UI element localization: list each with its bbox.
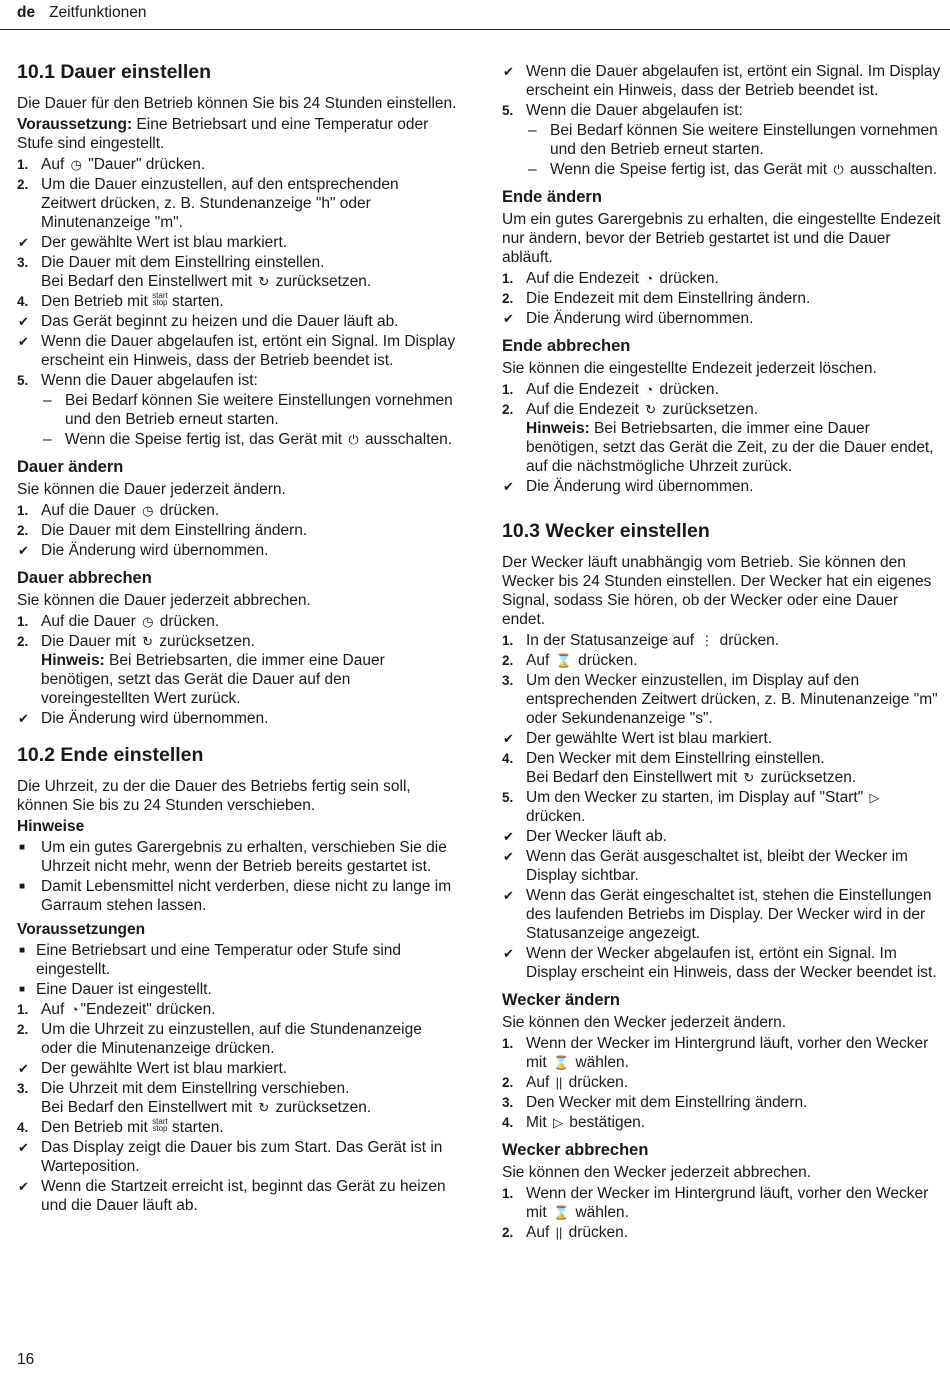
check-icon: ✔ bbox=[503, 946, 514, 961]
result-3: ✔ Wenn das Gerät ausgeschaltet ist, bleibt der Wecker im Display sichtbar. bbox=[503, 848, 908, 884]
section-title-10-2: 10.2 Ende einstellen bbox=[17, 744, 204, 766]
cancel-step-1: 1. Auf die Endezeit ◔ drücken. bbox=[502, 381, 719, 398]
header-rule bbox=[0, 29, 950, 30]
change-step-2: 2. Auf || drücken. bbox=[502, 1074, 629, 1091]
step-5: 5. Wenn die Dauer abgelaufen ist: bbox=[502, 102, 743, 119]
step-3: 3. Die Uhrzeit mit dem Einstellring verschieben. Bei Bedarf den Einstellwert mit ↻ zurücksetzen. bbox=[17, 1080, 372, 1116]
subsection-intro: Sie können den Wecker jederzeit ändern. bbox=[502, 1014, 787, 1031]
sub-item-2: – Wenn die Speise fertig ist, das Gerät mit ⏻ ausschalten. bbox=[43, 431, 453, 448]
play-icon: ▷ bbox=[869, 790, 880, 805]
check-icon: ✔ bbox=[18, 235, 29, 250]
step-1: 1. Auf ◷ "Dauer" drücken. bbox=[17, 156, 206, 173]
subsection-intro: Sie können die Dauer jederzeit ändern. bbox=[17, 481, 286, 498]
hint-2: ■ Damit Lebensmittel nicht verderben, diese nicht zu lange im Garraum stehen lassen. bbox=[19, 878, 452, 914]
sub-item-1: – Bei Bedarf können Sie weitere Einstellungen vornehmen und den Betrieb erneut starten. bbox=[43, 392, 453, 428]
pause-icon: || bbox=[555, 1075, 563, 1090]
menu-dots-icon: ⋮ bbox=[700, 633, 714, 648]
timer-icon: ◷ bbox=[142, 614, 154, 629]
result-1: ✔ Der gewählte Wert ist blau markiert. bbox=[503, 730, 773, 747]
timer-icon: ◷ bbox=[70, 157, 82, 172]
check-icon: ✔ bbox=[18, 1061, 29, 1076]
check-icon: ✔ bbox=[503, 64, 514, 79]
reset-icon: ↻ bbox=[142, 634, 153, 649]
play-icon: ▷ bbox=[552, 1115, 563, 1130]
prerequisite: Voraussetzung: Eine Betriebsart und eine Temperatur oder Stufe sind eingestellt. bbox=[17, 116, 429, 152]
bullet-icon: ■ bbox=[19, 984, 26, 995]
sub-item-2: – Wenn die Speise fertig ist, das Gerät mit ⏻ ausschalten. bbox=[528, 161, 938, 178]
change-step-4: 4. Mit ▷ bestätigen. bbox=[502, 1114, 646, 1131]
pause-icon: || bbox=[555, 1225, 563, 1240]
hint-1: ■ Um ein gutes Garergebnis zu erhalten, verschieben Sie die Uhrzeit nicht mehr, wenn der Betrieb bereits gestartet ist. bbox=[19, 839, 447, 875]
check-icon: ✔ bbox=[18, 314, 29, 329]
bullet-icon: ■ bbox=[19, 881, 26, 892]
prereq-2: ■ Eine Dauer ist eingestellt. bbox=[19, 981, 212, 998]
hourglass-icon: ⌛ bbox=[552, 1205, 570, 1220]
reset-icon: ↻ bbox=[258, 1100, 270, 1115]
end-time-icon: ◔ bbox=[70, 1002, 79, 1017]
bullet-icon: ■ bbox=[19, 842, 26, 853]
result-3: ✔ Wenn die Startzeit erreicht ist, beginnt das Gerät zu heizen und die Dauer läuft ab. bbox=[18, 1178, 446, 1214]
check-icon: ✔ bbox=[503, 849, 514, 864]
cancel-result: ✔ Die Änderung wird übernommen. bbox=[18, 710, 269, 727]
step-5: 5. Um den Wecker zu starten, im Display auf "Start" ▷ drücken. bbox=[502, 789, 880, 825]
timer-icon: ◷ bbox=[142, 503, 154, 518]
step-2: 2. Um die Uhrzeit zu einzustellen, auf die Stundenanzeige oder die Minutenanzeige drücken. bbox=[17, 1021, 422, 1057]
step-4: 4. Den Wecker mit dem Einstellring einstellen. Bei Bedarf den Einstellwert mit ↻ zurücksetzen. bbox=[502, 750, 857, 786]
language-code: de bbox=[17, 4, 36, 21]
intro-text: Die Uhrzeit, zu der die Dauer des Betriebs fertig sein soll, können Sie bis zu 24 Stunden verschieben. bbox=[17, 778, 411, 814]
subsection-title: Ende abbrechen bbox=[502, 337, 631, 355]
reset-icon: ↻ bbox=[258, 274, 270, 289]
check-icon: ✔ bbox=[18, 1179, 29, 1194]
intro-text: Die Dauer für den Betrieb können Sie bis 24 Stunden einstellen. bbox=[17, 95, 457, 112]
step-3: 3. Die Dauer mit dem Einstellring einstellen. Bei Bedarf den Einstellwert mit ↻ zurücksetzen. bbox=[17, 254, 372, 290]
change-result: ✔ Die Änderung wird übernommen. bbox=[503, 310, 754, 327]
power-icon: ⏻ bbox=[833, 162, 844, 177]
end-time-icon: ◔ bbox=[645, 382, 654, 397]
power-icon: ⏻ bbox=[348, 432, 359, 447]
change-result: ✔ Die Änderung wird übernommen. bbox=[18, 542, 269, 559]
step-2: 2. Um die Dauer einzustellen, auf den entsprechenden Zeitwert drücken, z. B. Stundenanzeige "h" oder Minutenanzeige "m". bbox=[17, 176, 399, 231]
cancel-step-1: 1. Wenn der Wecker im Hintergrund läuft, vorher den Wecker mit ⌛ wählen. bbox=[502, 1185, 929, 1221]
cancel-result: ✔ Die Änderung wird übernommen. bbox=[503, 478, 754, 495]
page-number: 16 bbox=[17, 1351, 35, 1368]
prereq-1: ■ Eine Betriebsart und eine Temperatur oder Stufe sind eingestellt. bbox=[19, 942, 402, 978]
subsection-title: Dauer ändern bbox=[17, 458, 124, 476]
cancel-step-2: 2. Die Dauer mit ↻ zurücksetzen. Hinweis: Bei Betriebsarten, die immer eine Dauer benötigen, setzt das Gerät die Dauer auf den voreingestellten Wert zurück. bbox=[17, 633, 385, 707]
check-icon: ✔ bbox=[503, 829, 514, 844]
step-3: 3. Um den Wecker einzustellen, im Display auf den entsprechenden Zeitwert drücken, z. B. Minutenanzeige "m" oder Sekundenanzeige "s". bbox=[502, 672, 938, 727]
result-3: ✔ Wenn die Dauer abgelaufen ist, ertönt ein Signal. Im Display erscheint ein Hinweis, dass der Betrieb beendet ist. bbox=[18, 333, 456, 369]
change-step-2: 2. Die Dauer mit dem Einstellring ändern. bbox=[17, 522, 308, 539]
left-column bbox=[17, 60, 457, 1216]
result-5: ✔ Wenn der Wecker abgelaufen ist, ertönt ein Signal. Im Display erscheint ein Hinweis, dass der Wecker beendet ist. bbox=[503, 945, 937, 981]
change-step-1: 1. Auf die Dauer ◷ drücken. bbox=[17, 502, 220, 519]
step-4: 4. Den Betrieb mit start stop starten. bbox=[17, 291, 224, 310]
check-icon: ✔ bbox=[18, 711, 29, 726]
section-title-10-1: 10.1 Dauer einstellen bbox=[17, 61, 212, 83]
result-1: ✔ Der gewählte Wert ist blau markiert. bbox=[18, 1060, 288, 1077]
change-step-2: 2. Die Endezeit mit dem Einstellring ändern. bbox=[502, 290, 811, 307]
subsection-title: Wecker ändern bbox=[502, 991, 620, 1009]
result-4: ✔ Wenn die Dauer abgelaufen ist, ertönt ein Signal. Im Display erscheint ein Hinweis, dass der Betrieb beendet ist. bbox=[503, 63, 941, 99]
cancel-step-2: 2. Auf die Endezeit ↻ zurücksetzen. Hinweis: Bei Betriebsarten, die immer eine Dauer benötigen, setzt das Gerät die Zeit, zu der die Dauer endet, auf die nächstmögliche Uhrzeit zurück. bbox=[502, 401, 934, 475]
check-icon: ✔ bbox=[503, 311, 514, 326]
start-stop-icon: start stop bbox=[152, 291, 168, 307]
subsection-intro: Sie können die Dauer jederzeit abbrechen. bbox=[17, 592, 311, 609]
result-2: ✔ Das Display zeigt die Dauer bis zum Start. Das Gerät ist in Warteposition. bbox=[18, 1139, 443, 1175]
check-icon: ✔ bbox=[503, 479, 514, 494]
start-stop-icon: start stop bbox=[152, 1117, 168, 1133]
change-step-1: 1. Wenn der Wecker im Hintergrund läuft, vorher den Wecker mit ⌛ wählen. bbox=[502, 1035, 929, 1071]
subsection-title: Wecker abbrechen bbox=[502, 1141, 649, 1159]
step-2: 2. Auf ⌛ drücken. bbox=[502, 652, 638, 669]
check-icon: ✔ bbox=[18, 334, 29, 349]
step-1: 1. In der Statusanzeige auf ⋮ drücken. bbox=[502, 632, 780, 649]
subsection-intro: Sie können den Wecker jederzeit abbrechen. bbox=[502, 1164, 812, 1181]
prereq-title: Voraussetzungen bbox=[17, 921, 146, 938]
result-4: ✔ Wenn das Gerät eingeschaltet ist, stehen die Einstellungen des laufenden Betriebs im Display. Der Wecker wird in der Statusanzeige angezeigt. bbox=[503, 887, 932, 942]
hourglass-icon: ⌛ bbox=[552, 1055, 570, 1070]
result-2: ✔ Das Gerät beginnt zu heizen und die Dauer läuft ab. bbox=[18, 313, 399, 330]
page-header bbox=[17, 3, 146, 22]
reset-icon: ↻ bbox=[645, 402, 657, 417]
end-time-icon: ◔ bbox=[645, 271, 654, 286]
check-icon: ✔ bbox=[18, 543, 29, 558]
subsection-intro: Um ein gutes Garergebnis zu erhalten, die eingestellte Endezeit nur ändern, bevor der Betrieb gestartet ist und die Dauer abläuft. bbox=[502, 211, 941, 266]
sub-item-1: – Bei Bedarf können Sie weitere Einstellungen vornehmen und den Betrieb erneut starten. bbox=[528, 122, 938, 158]
cancel-step-1: 1. Auf die Dauer ◷ drücken. bbox=[17, 613, 220, 630]
check-icon: ✔ bbox=[503, 731, 514, 746]
hints-title: Hinweise bbox=[17, 818, 85, 835]
reset-icon: ↻ bbox=[743, 770, 755, 785]
right-column bbox=[502, 62, 942, 1243]
step-5: 5. Wenn die Dauer abgelaufen ist: bbox=[17, 372, 258, 389]
subsection-title: Ende ändern bbox=[502, 188, 602, 206]
intro-text: Der Wecker läuft unabhängig vom Betrieb. Sie können den Wecker bis 24 Stunden einstellen. Der Wecker hat ein eigenes Signal, sodass Sie hören, ob der Wecker oder eine Dauer endet. bbox=[502, 554, 932, 628]
check-icon: ✔ bbox=[503, 888, 514, 903]
step-1: 1. Auf ◔ "Endezeit" drücken. bbox=[17, 1001, 216, 1018]
result-1: ✔ Der gewählte Wert ist blau markiert. bbox=[18, 234, 288, 251]
hourglass-icon: ⌛ bbox=[555, 653, 572, 668]
section-name: Zeitfunktionen bbox=[49, 4, 147, 21]
result-2: ✔ Der Wecker läuft ab. bbox=[503, 828, 667, 845]
bullet-icon: ■ bbox=[19, 945, 26, 956]
subsection-title: Dauer abbrechen bbox=[17, 569, 152, 587]
check-icon: ✔ bbox=[18, 1140, 29, 1155]
cancel-step-2: 2. Auf || drücken. bbox=[502, 1224, 629, 1241]
subsection-intro: Sie können die eingestellte Endezeit jederzeit löschen. bbox=[502, 360, 877, 377]
change-step-3: 3. Den Wecker mit dem Einstellring ändern. bbox=[502, 1094, 808, 1111]
change-step-1: 1. Auf die Endezeit ◔ drücken. bbox=[502, 270, 719, 287]
section-title-10-3: 10.3 Wecker einstellen bbox=[502, 520, 710, 542]
step-4: 4. Den Betrieb mit start stop starten. bbox=[17, 1117, 224, 1136]
